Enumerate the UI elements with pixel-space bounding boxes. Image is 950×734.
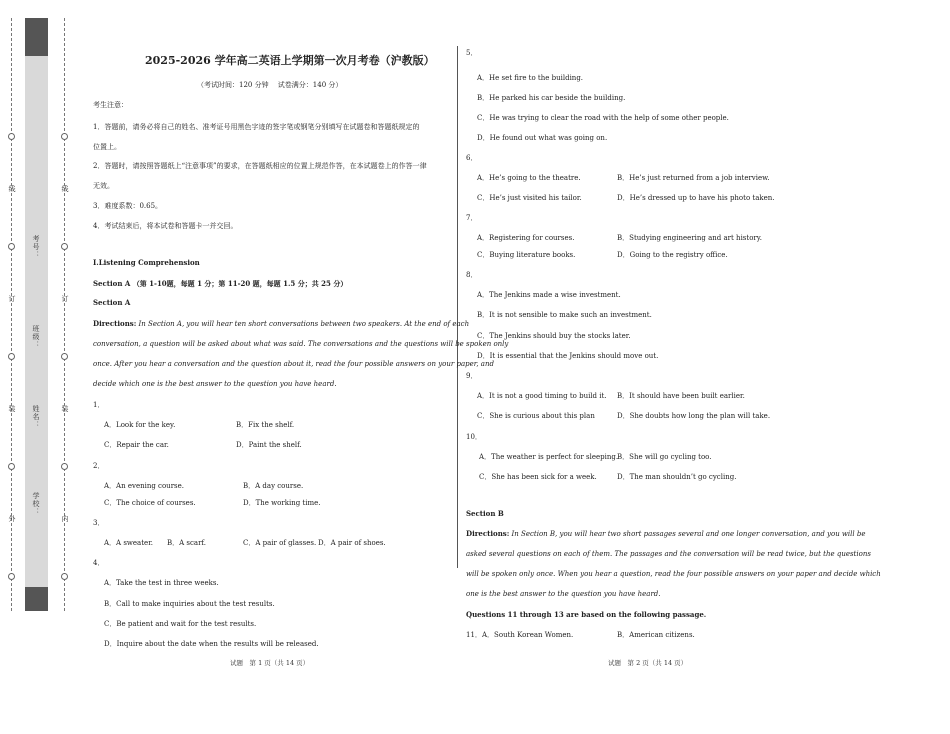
- option: B．She will go cycling too.: [617, 453, 712, 461]
- question-number: 10．: [466, 433, 482, 441]
- option: C．She has been sick for a week.: [479, 473, 597, 481]
- directions-label: Directions:: [93, 319, 137, 328]
- option: B．Fix the shelf.: [236, 421, 295, 429]
- binding-mark: 装: [61, 405, 69, 413]
- binding-strip: [0, 0, 75, 734]
- binding-mark: 订: [8, 295, 16, 303]
- binding-hole-icon: [61, 133, 68, 140]
- passage-heading: Questions 11 through 13 are based on the following passage.: [466, 610, 707, 619]
- note-line: 位置上。: [93, 143, 121, 151]
- option: D．It is essential that the Jenkins should move out.: [477, 352, 659, 360]
- directions-line: asked several questions on each of them. The passages and the conversation will be read twice, but the questions: [466, 550, 871, 558]
- binding-mark: 内: [61, 515, 69, 523]
- question-number: 4．: [93, 559, 105, 567]
- question-number: 9．: [466, 372, 478, 380]
- page-footer: 试题 第 1 页（共 14 页）: [230, 659, 310, 667]
- option: C．The choice of courses.: [104, 499, 196, 507]
- binding-hole-icon: [61, 463, 68, 470]
- directions-line: conversation, a question will be asked about what was said. The conversations and the questions will be spoken only: [93, 340, 509, 348]
- binding-mark: 线: [61, 185, 69, 193]
- option: A．A sweater.: [104, 539, 153, 547]
- option: C．The Jenkins should buy the stocks later.: [477, 332, 631, 340]
- part-heading: I.Listening Comprehension: [93, 258, 200, 267]
- binding-hole-icon: [8, 353, 15, 360]
- directions-line: will be spoken only once. When you hear a question, read the four possible answers on your paper and decide which: [466, 570, 881, 578]
- note-line: 2．答题时，请按照答题纸上“注意事项”的要求，在答题纸相应的位置上规范作答，在本试题卷上的作答一律: [93, 162, 427, 170]
- binding-hole-icon: [61, 573, 68, 580]
- question-number: 7．: [466, 214, 478, 222]
- option: C．She is curious about this plan: [477, 412, 595, 420]
- question-number: 6．: [466, 154, 478, 162]
- binding-mark: 装: [8, 405, 16, 413]
- binding-hole-icon: [8, 133, 15, 140]
- option: A．Take the test in three weeks.: [104, 579, 219, 587]
- option: D．Going to the registry office.: [617, 251, 728, 259]
- binding-bar: [25, 18, 48, 611]
- option: C．A pair of glasses.: [243, 539, 317, 547]
- question-number: 5．: [466, 49, 478, 57]
- notes-heading: 考生注意：: [93, 101, 128, 109]
- note-line: 4．考试结束后，将本试卷和答题卡一并交回。: [93, 222, 238, 230]
- option: A．Registering for courses.: [477, 234, 575, 242]
- option: D．Inquire about the date when the results will be released.: [104, 640, 319, 648]
- option: A．It is not a good timing to build it.: [477, 392, 607, 400]
- option: D．The man shouldn’t go cycling.: [617, 473, 737, 481]
- option: D．He found out what was going on.: [477, 134, 608, 142]
- option: C．Repair the car.: [104, 441, 169, 449]
- binding-hole-icon: [8, 243, 15, 250]
- option: A．He set fire to the building.: [477, 74, 584, 82]
- option: B．He’s just returned from a job interview.: [617, 174, 770, 182]
- directions-line: [93, 319, 469, 329]
- option: D．A pair of shoes.: [318, 539, 386, 547]
- page-footer: 试题 第 2 页（共 14 页）: [608, 659, 688, 667]
- binding-hole-icon: [61, 243, 68, 250]
- exam-number-label: 考号：: [32, 235, 40, 259]
- directions-label: Directions:: [466, 529, 510, 538]
- exam-subtitle: （考试时间：120 分钟 试卷满分：140 分）: [197, 81, 343, 89]
- directions-line: one is the best answer to the question you have heard.: [466, 590, 661, 598]
- section-scoring: Section A （第 1-10题，每题 1 分；第 11-20 题，每题 1.5 分；共 25 分）: [93, 279, 348, 288]
- option: B．A day course.: [243, 482, 304, 490]
- directions-line: once. After you hear a conversation and the question about it, read the four possible answers on your paper, and: [93, 360, 494, 368]
- school-label: 学校：: [32, 492, 40, 516]
- option: B．American citizens.: [617, 631, 695, 639]
- option: B．Studying engineering and art history.: [617, 234, 763, 242]
- option: A．Look for the key.: [104, 421, 176, 429]
- option: A．He’s going to the theatre.: [477, 174, 581, 182]
- note-line: 1．答题前，请务必将自己的姓名、准考证号用黑色字迹的签字笔或钢笔分别填写在试题卷和答题纸规定的: [93, 123, 420, 131]
- binding-hole-icon: [8, 573, 15, 580]
- question-number: 11．: [466, 631, 482, 639]
- class-label: 班级：: [32, 325, 40, 349]
- question-number: 8．: [466, 271, 478, 279]
- binding-bar-top: [25, 18, 48, 56]
- option: A．The Jenkins made a wise investment.: [477, 291, 621, 299]
- option: D．Paint the shelf.: [236, 441, 302, 449]
- name-label: 姓名：: [32, 405, 40, 429]
- option: A．An evening course.: [104, 482, 184, 490]
- option: C．Be patient and wait for the test results.: [104, 620, 257, 628]
- directions-text: In Section A, you will hear ten short conversations between two speakers. At the end of each: [136, 320, 470, 328]
- option: A．The weather is perfect for sleeping.: [479, 453, 619, 461]
- binding-mark: 外: [8, 515, 16, 523]
- binding-hole-icon: [8, 463, 15, 470]
- exam-title: 2025-2026 学年高二英语上学期第一次月考卷（沪教版）: [145, 54, 435, 67]
- option: B．He parked his car beside the building.: [477, 94, 626, 102]
- binding-mark: 线: [8, 185, 16, 193]
- question-number: 2．: [93, 462, 105, 470]
- directions-text: In Section B, you will hear two short passages several and one longer conversation, and you will be: [509, 530, 866, 538]
- option: D．The working time.: [243, 499, 321, 507]
- binding-mark: 订: [61, 295, 69, 303]
- option: B．It should have been built earlier.: [617, 392, 745, 400]
- note-line: 3．难度系数：0.65。: [93, 202, 163, 210]
- section-a-heading: Section A: [93, 298, 131, 307]
- option: C．He’s just visited his tailor.: [477, 194, 582, 202]
- column-divider: [457, 46, 458, 568]
- directions-line: decide which one is the best answer to the question you have heard.: [93, 380, 337, 388]
- binding-bar-bottom: [25, 587, 48, 611]
- option: C．Buying literature books.: [477, 251, 576, 259]
- option: C．He was trying to clear the road with the help of some other people.: [477, 114, 729, 122]
- question-number: 3．: [93, 519, 105, 527]
- directions-line: [466, 529, 866, 539]
- question-number: 1．: [93, 401, 105, 409]
- option: A．South Korean Women.: [482, 631, 574, 639]
- binding-hole-icon: [61, 353, 68, 360]
- option: D．He’s dressed up to have his photo taken.: [617, 194, 775, 202]
- option: B．Call to make inquiries about the test results.: [104, 600, 275, 608]
- option: D．She doubts how long the plan will take.: [617, 412, 771, 420]
- note-line: 无效。: [93, 182, 114, 190]
- option: B．A scarf.: [167, 539, 207, 547]
- section-b-heading: Section B: [466, 509, 504, 518]
- option: B．It is not sensible to make such an investment.: [477, 311, 652, 319]
